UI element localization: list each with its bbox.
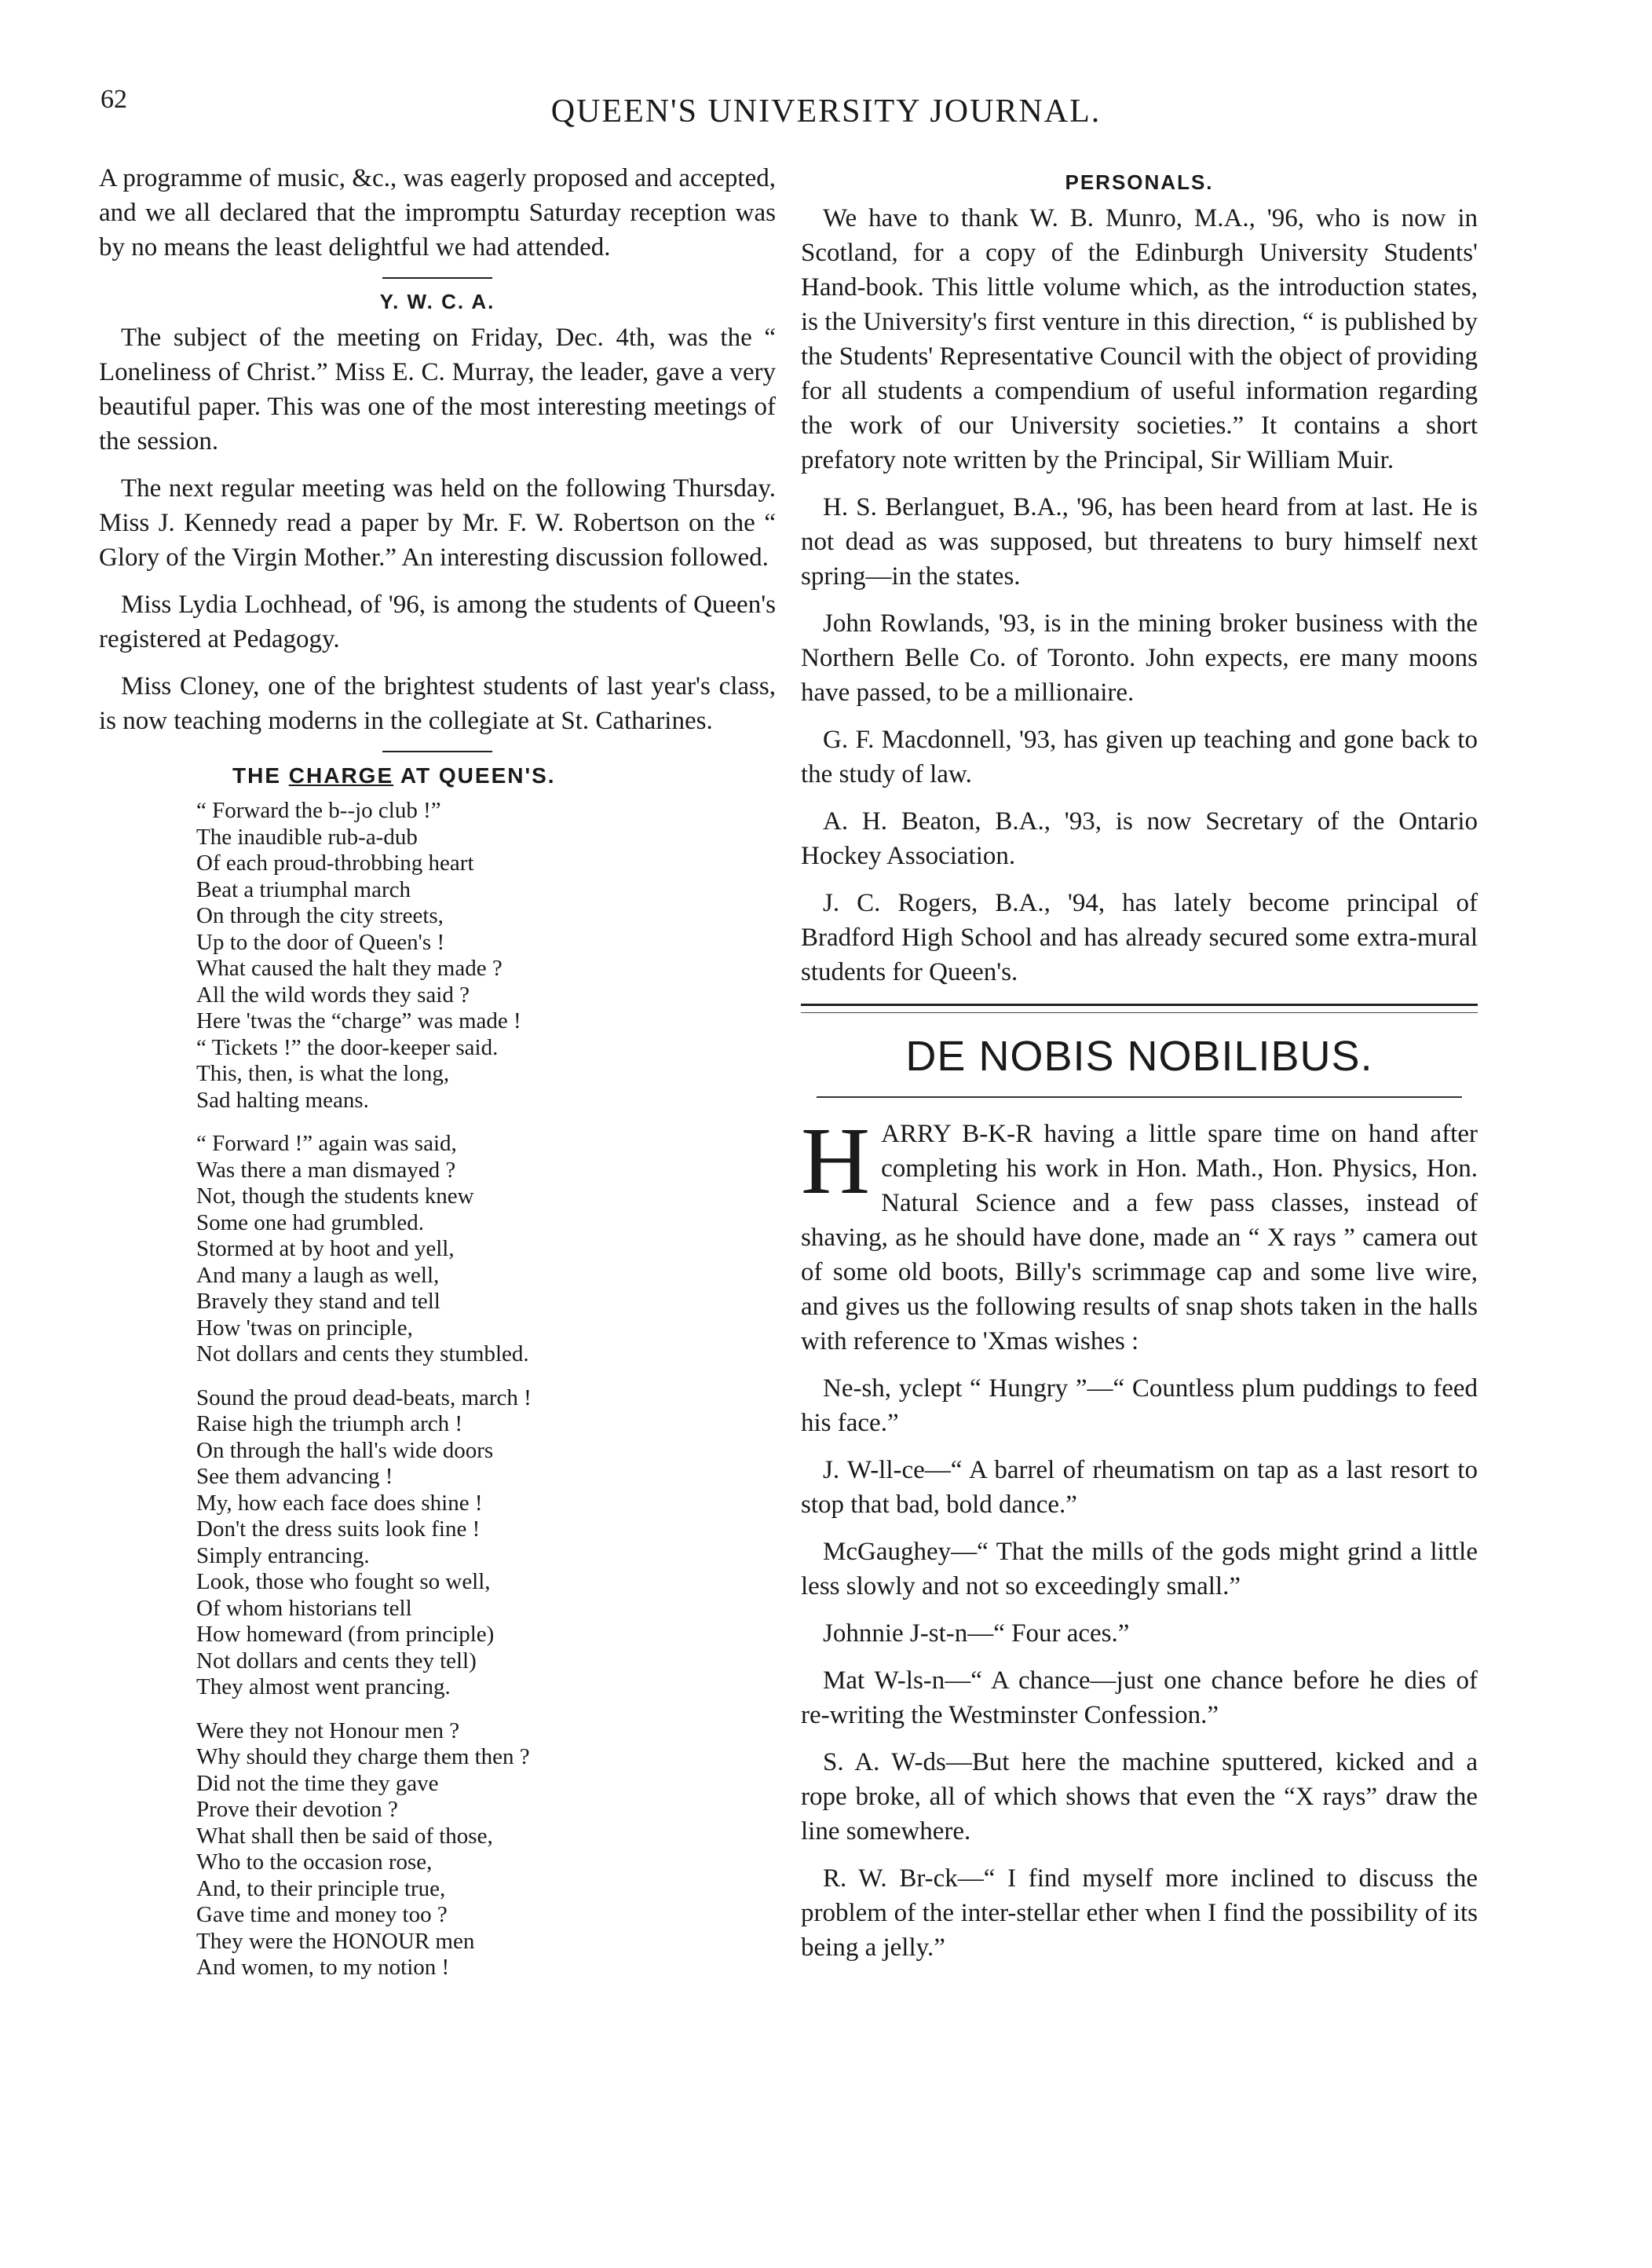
ywca-paragraph: The subject of the meeting on Friday, Dec. 4th, was the “ Loneliness of Christ.” Miss E. C. Murray, the leader, gave a very beautiful paper. This was one of the most interesting meetings of the session. bbox=[99, 324, 776, 455]
ywca-paragraph: Miss Lydia Lochhead, of '96, is among the students of Queen's registered at Pedagogy. bbox=[99, 591, 776, 653]
left-column bbox=[99, 161, 776, 1999]
personal-item: We have to thank W. B. Munro, M.A., '96, who is now in Scotland, for a copy of the Edinburgh University Students' Hand-book. This little volume which, as the introduction states, is the University's first venture in this direction, “ is published by the Students' Representative Council with the object of providing for all students a compendium of useful information regarding the work of our University societies.” It contains a short prefatory note written by the Principal, Sir William Muir. bbox=[801, 204, 1478, 474]
personal-item: J. C. Rogers, B.A., '94, has lately become principal of Bradford High School and has already secured some extra-mural students for Queen's. bbox=[801, 889, 1478, 986]
poem-stanza: Were they not Honour men ? Why should they charge them then ? Did not the time they gave Prove their devotion ? What shall then be said of those, Who to the occasion rose, And, to their principle true, Gave time and money too ? They were the HONOUR men And women, to my notion ! bbox=[196, 1717, 530, 1980]
wish-item: McGaughey—“ That the mills of the gods might grind a little less slowly and not so exceedingly small.” bbox=[801, 1538, 1478, 1600]
page-number: 62 bbox=[101, 85, 127, 114]
wish-item: R. W. Br-ck—“ I find myself more inclined to discuss the problem of the inter-stellar ether when I find the possibility of its being a jelly.” bbox=[801, 1864, 1478, 1962]
personal-item: John Rowlands, '93, is in the mining broker business with the Northern Belle Co. of Toronto. John expects, ere many moons have passed, to be a millionaire. bbox=[801, 609, 1478, 707]
right-column bbox=[801, 161, 1478, 1977]
de-nobis-intro bbox=[801, 1108, 1478, 1359]
heading-rule bbox=[817, 1096, 1462, 1098]
de-nobis-intro-text: ARRY B-K-R having a little spare time on hand after completing his work in Hon. Math., Hon. Physics, Hon. Natural Science and a few pass classes, instead of shaving, as he should have done, made an “ X rays ” camera out of some old boots, Billy's scrimmage cap and some live wire, and gives us the following results of snap shots taken in the halls with reference to 'Xmas wishes : bbox=[801, 1120, 1478, 1355]
intro-paragraph: A programme of music, &c., was eagerly proposed and accepted, and we all declared that the impromptu Saturday reception was by no means the least delightful we had attended. bbox=[99, 164, 776, 262]
poem-stanza: Sound the proud dead-beats, march ! Raise high the triumph arch ! On through the hall's wide doors See them advancing ! My, how each face does shine ! Don't the dress suits look fine ! Simply entrancing. Look, those who fought so well, Of whom historians tell How homeward (from principle) Not dollars and cents they tell) They almost went prancing. bbox=[196, 1385, 532, 1699]
poem-title-post: AT QUEEN'S. bbox=[393, 763, 556, 788]
ywca-paragraph: The next regular meeting was held on the following Thursday. Miss J. Kennedy read a paper by Mr. F. W. Robertson on the “ Glory of the Virgin Mother.” An interesting discussion followed. bbox=[99, 474, 776, 572]
wish-item: S. A. W-ds—But here the machine sputtered, kicked and a rope broke, all of which shows that even the “X rays” draw the line somewhere. bbox=[801, 1748, 1478, 1845]
poem-title bbox=[232, 763, 776, 788]
ywca-paragraph: Miss Cloney, one of the brightest students of last year's class, is now teaching moderns in the collegiate at St. Catharines. bbox=[99, 672, 776, 735]
poem-title-pre: THE bbox=[232, 763, 289, 788]
journal-title: QUEEN'S UNIVERSITY JOURNAL. bbox=[550, 93, 1102, 130]
wish-item: J. W-ll-ce—“ A barrel of rheumatism on tap as a last resort to stop that bad, bold dance.” bbox=[801, 1456, 1478, 1519]
wish-item: Johnnie J-st-n—“ Four aces.” bbox=[823, 1619, 1130, 1648]
drop-cap: H bbox=[801, 1108, 871, 1214]
section-divider bbox=[382, 751, 492, 752]
personal-item: G. F. Macdonnell, '93, has given up teaching and gone back to the study of law. bbox=[801, 726, 1478, 788]
wish-item: Ne-sh, yclept “ Hungry ”—“ Countless plum puddings to feed his face.” bbox=[801, 1374, 1478, 1437]
personals-heading: PERSONALS. bbox=[1065, 170, 1214, 194]
poem-title-underlined: CHARGE bbox=[288, 763, 394, 788]
personal-item: A. H. Beaton, B.A., '93, is now Secretary of the Ontario Hockey Association. bbox=[801, 807, 1478, 870]
personal-item: H. S. Berlanguet, B.A., '96, has been heard from at last. He is not dead as was supposed, but threatens to bury himself next spring—in the states. bbox=[801, 493, 1478, 591]
poem-stanza: “ Forward the b--jo club !” The inaudible rub-a-dub Of each proud-throbbing heart Beat a triumphal march On through the city streets, Up to the door of Queen's ! What caused the halt they made ? All the wild words they said ? Here 'twas the “charge” was made ! “ Tickets !” the door-keeper said. This, then, is what the long, Sad halting means. bbox=[196, 798, 521, 1113]
de-nobis-heading: DE NOBIS NOBILIBUS. bbox=[905, 1033, 1373, 1080]
section-divider bbox=[801, 1004, 1478, 1013]
ywca-heading: Y. W. C. A. bbox=[379, 290, 495, 313]
poem-stanza: “ Forward !” again was said, Was there a man dismayed ? Not, though the students knew Some one had grumbled. Stormed at by hoot and yell, And many a laugh as well, Bravely they stand and tell How 'twas on principle, Not dollars and cents they stumbled. bbox=[196, 1131, 529, 1366]
section-divider bbox=[382, 277, 492, 279]
wish-item: Mat W-ls-n—“ A chance—just one chance before he dies of re-writing the Westminster Confession.” bbox=[801, 1666, 1478, 1729]
